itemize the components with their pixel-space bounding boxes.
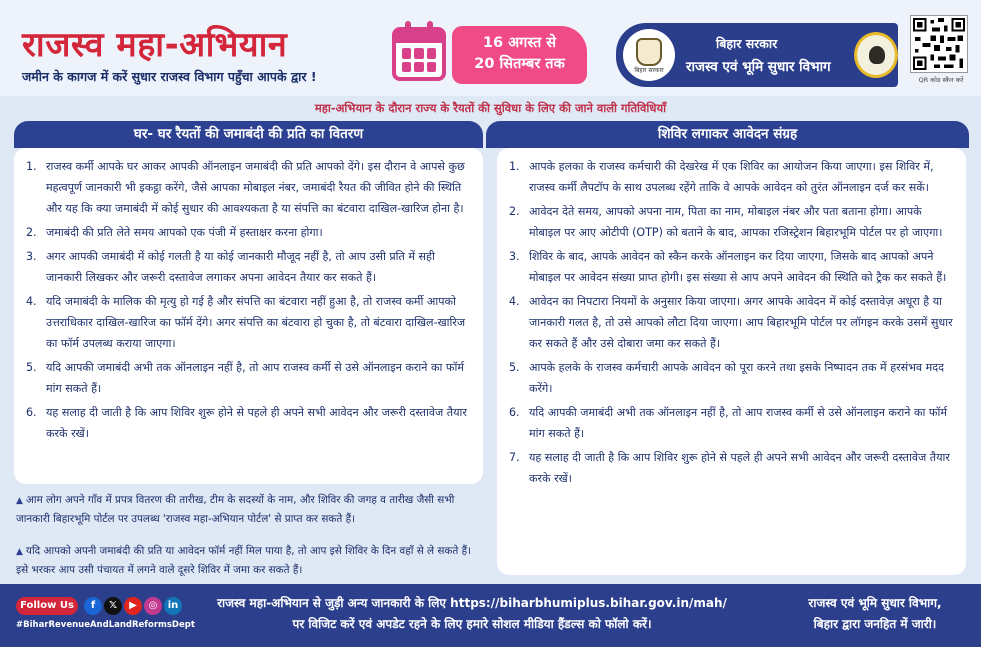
camp-list — [497, 148, 966, 575]
bihar-emblem-icon — [623, 29, 675, 81]
instagram-icon[interactable]: ◎ — [144, 597, 162, 615]
date-end: 20 सितम्बर तक — [474, 56, 565, 72]
footer-info-line2: पर विजिट करें एवं अपडेट रहने के लिए हमारे सोशल मीडिया हैंडल्स को फॉलो करें। — [292, 617, 652, 631]
page-subtitle: जमीन के कागज में करें सुधार राजस्व विभाग पहुँचा आपके द्वार ! — [22, 69, 317, 84]
list-item: 2. आवेदन देते समय, आपको अपना नाम, पिता का नाम, मोबाइल नंबर और पता बताना होगा। आपके मोबाइल पर आए ओटीपी (OTP) को बताने के बाद, आपका रजिस्ट्रेशन बिहारभूमि पोर्टल पर हो जाएगा। — [509, 205, 943, 239]
campaign-date-badge — [452, 26, 587, 84]
form-pickup-note: ▲ यदि आपको अपनी जमाबंदी की प्रति या आवेदन फॉर्म नहीं मिल पाया है, तो आप इसे शिविर के दिन वहाँ से ले सकते हैं। इसे भरकर आप उसी पंचायत में लगने वाले दूसरे शिविर में जमा कर सकते हैं। — [16, 545, 472, 576]
list-item: 6. यदि आपकी जमाबंदी अभी तक ऑनलाइन नहीं है, तो आप राजस्व कर्मी से उसे ऑनलाइन कराने का फॉर्म मांग सकते हैं। — [509, 406, 947, 440]
triangle-bullet-icon: ▲ — [16, 496, 23, 506]
follow-us-button[interactable]: Follow Us — [16, 597, 78, 615]
list-item: 4. यदि जमाबंदी के मालिक की मृत्यु हो गई है और संपत्ति का बंटवारा नहीं हुआ है, तो राजस्व कर्मी आपको उत्तराधिकार दाखिल-खारिज का फॉर्म देंगे। अगर संपत्ति का बंटवारा हो चुका है, तो बंटवारा दाखिल-खारिज का फॉर्म उपलब्ध कराया जाएगा। — [26, 295, 466, 350]
qr-code-icon[interactable] — [910, 15, 968, 73]
list-item: 2. जमाबंदी की प्रति लेते समय आपको एक पंजी में हस्ताक्षर करना होगा। — [26, 226, 323, 239]
x-twitter-icon[interactable]: 𝕏 — [104, 597, 122, 615]
footer-dept-line2: बिहार द्वारा जनहित में जारी। — [813, 617, 937, 631]
list-item: 1. आपके हलका के राजस्व कर्मचारी की देखरेख में एक शिविर का आयोजन किया जाएगा। इस शिविर में, राजस्व कर्मी लैपटॉप के साथ उपलब्ध रहेंगे ताकि वे आपके आवेदन को तुरंत ऑनलाइन दर्ज कर सकें। — [509, 160, 934, 194]
government-title: बिहार सरकार — [716, 36, 778, 51]
list-item: 5. यदि आपकी जमाबंदी अभी तक ऑनलाइन नहीं है, तो आप राजस्व कर्मी से उसे ऑनलाइन कराने का फॉर्म मांग सकते हैं। — [26, 361, 464, 395]
page-title: राजस्व महा-अभियान — [22, 25, 288, 65]
date-start: 16 अगस्त से — [482, 35, 557, 51]
list-item: 4. आवेदन का निपटारा नियमों के अनुसार किया जाएगा। अगर आपके आवेदन में कोई दस्तावेज़ अधूरा है या जानकारी गलत है, तो उसे आपको लौटा दिया जाएगा। आप बिहारभूमि पोर्टल पर लॉगइन करके उसमें सुधार कर सकते हैं और उसे दोबारा जमा कर सकते हैं। — [509, 295, 953, 350]
list-item: 1. राजस्व कर्मी आपके घर आकर आपकी ऑनलाइन जमाबंदी की प्रति आपको देंगे। इस दौरान वे आपसे कुछ महत्वपूर्ण जानकारी भी इकट्ठा करेंगे, जैसे आपका मोबाइल नंबर, जमाबंदी रैयत की जीवित होने की स्थिति और यह कि क्या जमाबंदी में कोई सुधार की आवश्यकता है या संपत्ति का बंटवारा दाखिल-खारिज होना है। — [26, 160, 465, 215]
department-logo-icon — [854, 32, 898, 78]
list-item: 7. यह सलाह दी जाती है कि आप शिविर शुरू होने से पहले ही अपने सभी आवेदन और जरूरी दस्तावेज तैयार करके रखें। — [509, 451, 950, 485]
list-item: 5. आपके हलके के राजस्व कर्मचारी आपके आवेदन को पूरा करने तथा इसके निष्पादन तक में हरसंभव मदद करेंगे। — [509, 361, 945, 395]
department-name: राजस्व एवं भूमि सुधार विभाग — [686, 59, 831, 75]
youtube-icon[interactable]: ▶ — [124, 597, 142, 615]
department-hashtag: #BiharRevenueAndLandReformsDept — [16, 620, 195, 630]
intro-heading: महा-अभियान के दौरान राज्य के रैयतों की सुविधा के लिए की जाने वाली गतिविधियाँ — [314, 101, 667, 115]
calendar-icon — [392, 27, 446, 81]
linkedin-icon[interactable]: in — [164, 597, 182, 615]
list-item: 6. यह सलाह दी जाती है कि आप शिविर शुरू होने से पहले ही अपने सभी आवेदन और जरूरी दस्तावेज तैयार करके रखें। — [26, 406, 467, 440]
facebook-icon[interactable]: f — [84, 597, 102, 615]
section-header-distribution: घर- घर रैयतों की जमाबंदी की प्रति का वितरण — [14, 121, 483, 148]
triangle-bullet-icon: ▲ — [16, 547, 23, 557]
list-item: 3. शिविर के बाद, आपके आवेदन को स्कैन करके ऑनलाइन कर दिया जाएगा, जिसके बाद आपको अपने मोबाइल पर आवेदन संख्या प्राप्त होगी। इस संख्या से आप अपने आवेदन की स्थिति को ट्रैक कर सकते हैं। — [509, 250, 947, 284]
footer-bar — [0, 584, 981, 647]
emblem-caption: बिहार सरकार — [634, 67, 664, 74]
portal-info-note: ▲ आम लोग अपने गाँव में प्रपत्र वितरण की तारीख, टीम के सदस्यों के नाम, और शिविर की जगह व तारीख जैसी सभी जानकारी बिहारभूमि पोर्टल पर उपलब्ध 'राजस्व महा-अभियान पोर्टल' से प्राप्त कर सकते हैं। — [16, 494, 455, 525]
footer-info — [192, 593, 752, 635]
government-banner — [616, 23, 898, 87]
qr-caption: QR कोड स्कैन करें — [918, 76, 964, 84]
footer-dept-line1: राजस्व एवं भूमि सुधार विभाग, — [808, 596, 942, 610]
section-header-camp: शिविर लगाकर आवेदन संग्रह — [486, 121, 969, 148]
footer-department — [780, 593, 970, 635]
list-item: 3. अगर आपकी जमाबंदी में कोई गलती है या कोई जानकारी मौजूद नहीं है, तो आप उसी प्रति में सही जानकारी लिखकर और जरूरी दस्तावेज लगाकर अपना आवेदन तैयार कर सकते हैं। — [26, 250, 435, 284]
distribution-list — [14, 148, 483, 484]
footer-info-line1[interactable]: राजस्व महा-अभियान से जुड़ी अन्य जानकारी के लिए https://biharbhumiplus.bihar.gov.in/mah/ — [217, 596, 727, 610]
